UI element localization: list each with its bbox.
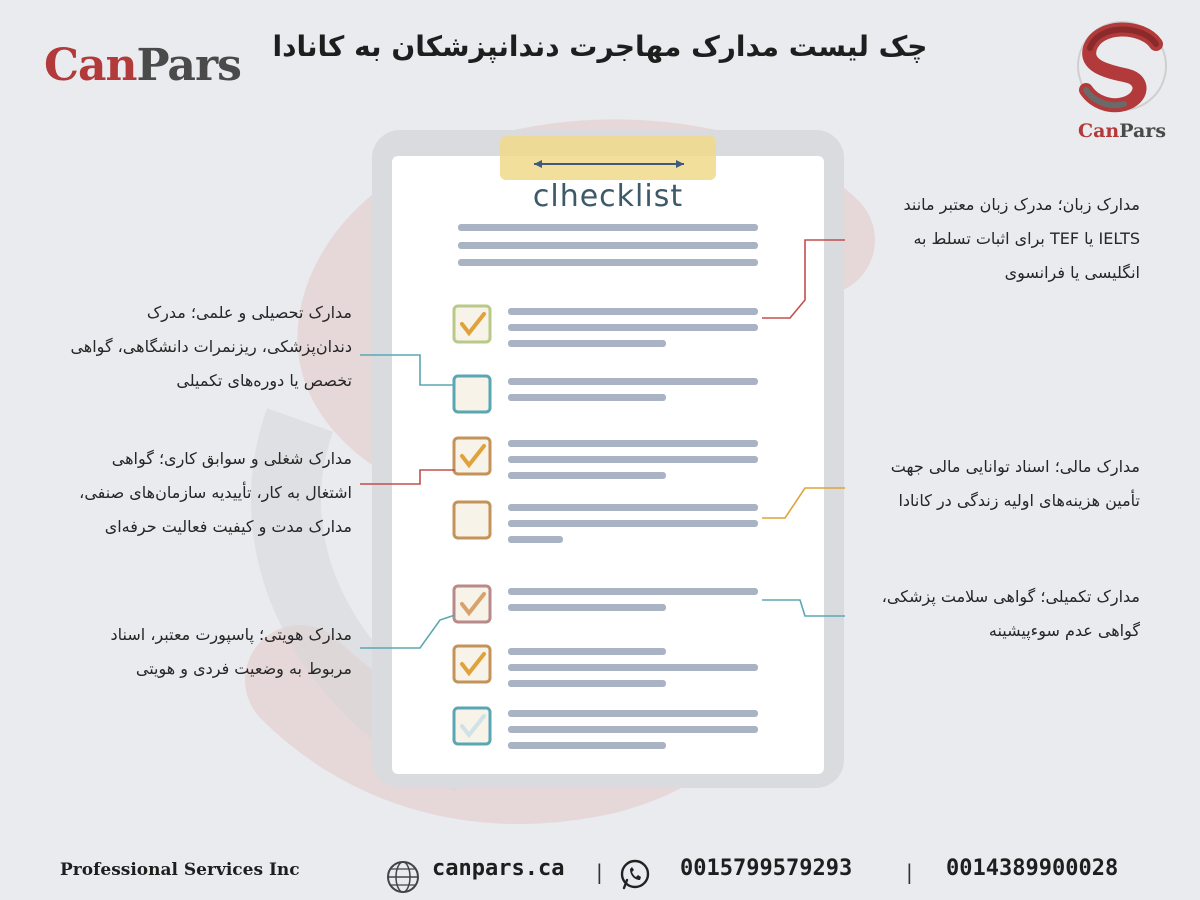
note-line: انگلیسی یا فرانسوی — [1004, 263, 1140, 282]
page-title: چک لیست مدارک مهاجرت دندانپزشکان به کانادا — [272, 30, 928, 63]
note-line: اشتغال به کار، تأییدیه سازمان‌های صنفی، — [79, 483, 352, 502]
footer-bar — [0, 850, 1200, 894]
connector-language — [762, 240, 845, 318]
brand-pars-text: Pars — [136, 40, 241, 91]
connector-education — [360, 355, 455, 385]
brand-can-text: Can — [44, 40, 137, 91]
connector-financial — [762, 488, 845, 518]
connector-employment — [360, 470, 455, 484]
note-education — [30, 296, 352, 398]
note-line: مدارک مالی؛ اسناد توانایی مالی جهت — [890, 457, 1140, 476]
company-name: Professional Services Inc — [60, 860, 300, 880]
website-link[interactable]: canpars.ca — [432, 856, 565, 881]
brand-pars-text: Pars — [1119, 120, 1167, 142]
whatsapp-number[interactable]: 0015799579293 — [680, 856, 853, 881]
phone-number[interactable]: 0014389900028 — [946, 856, 1119, 881]
whatsapp-icon — [618, 858, 652, 892]
note-line: تخصص یا دوره‌های تکمیلی — [176, 371, 352, 390]
note-line: مدارک هویتی؛ پاسپورت معتبر، اسناد — [110, 625, 352, 644]
footer-separator: | — [906, 860, 913, 884]
note-line: مدارک مدت و کیفیت فعالیت حرفه‌ای — [104, 517, 352, 536]
note-financial — [845, 450, 1140, 518]
note-line: مدارک شغلی و سوابق کاری؛ گواهی — [111, 449, 352, 468]
brand-can-text: Can — [1077, 120, 1120, 142]
note-line: تأمین هزینه‌های اولیه زندگی در کانادا — [898, 491, 1140, 510]
note-line: IELTS یا TEF برای اثبات تسلط به — [913, 229, 1140, 248]
connector-identity — [360, 615, 455, 648]
note-line: دندان‌پزشکی، ریزنمرات دانشگاهی، گواهی — [70, 337, 352, 356]
connector-supplementary — [762, 600, 845, 616]
note-identity — [30, 618, 352, 686]
note-line: گواهی عدم سوءپیشینه — [988, 621, 1140, 640]
note-supplementary — [845, 580, 1140, 648]
footer-separator: | — [596, 860, 603, 884]
globe-icon — [386, 860, 420, 894]
checklist-heading: clhecklist — [532, 179, 684, 214]
note-language — [845, 188, 1140, 290]
note-line: مربوط به وضعیت فردی و هویتی — [135, 659, 352, 678]
note-line: مدارک زبان؛ مدرک زبان معتبر مانند — [903, 195, 1140, 214]
note-line: مدارک تکمیلی؛ گواهی سلامت پزشکی، — [881, 587, 1140, 606]
note-line: مدارک تحصیلی و علمی؛ مدرک — [146, 303, 352, 322]
note-employment — [30, 442, 352, 544]
